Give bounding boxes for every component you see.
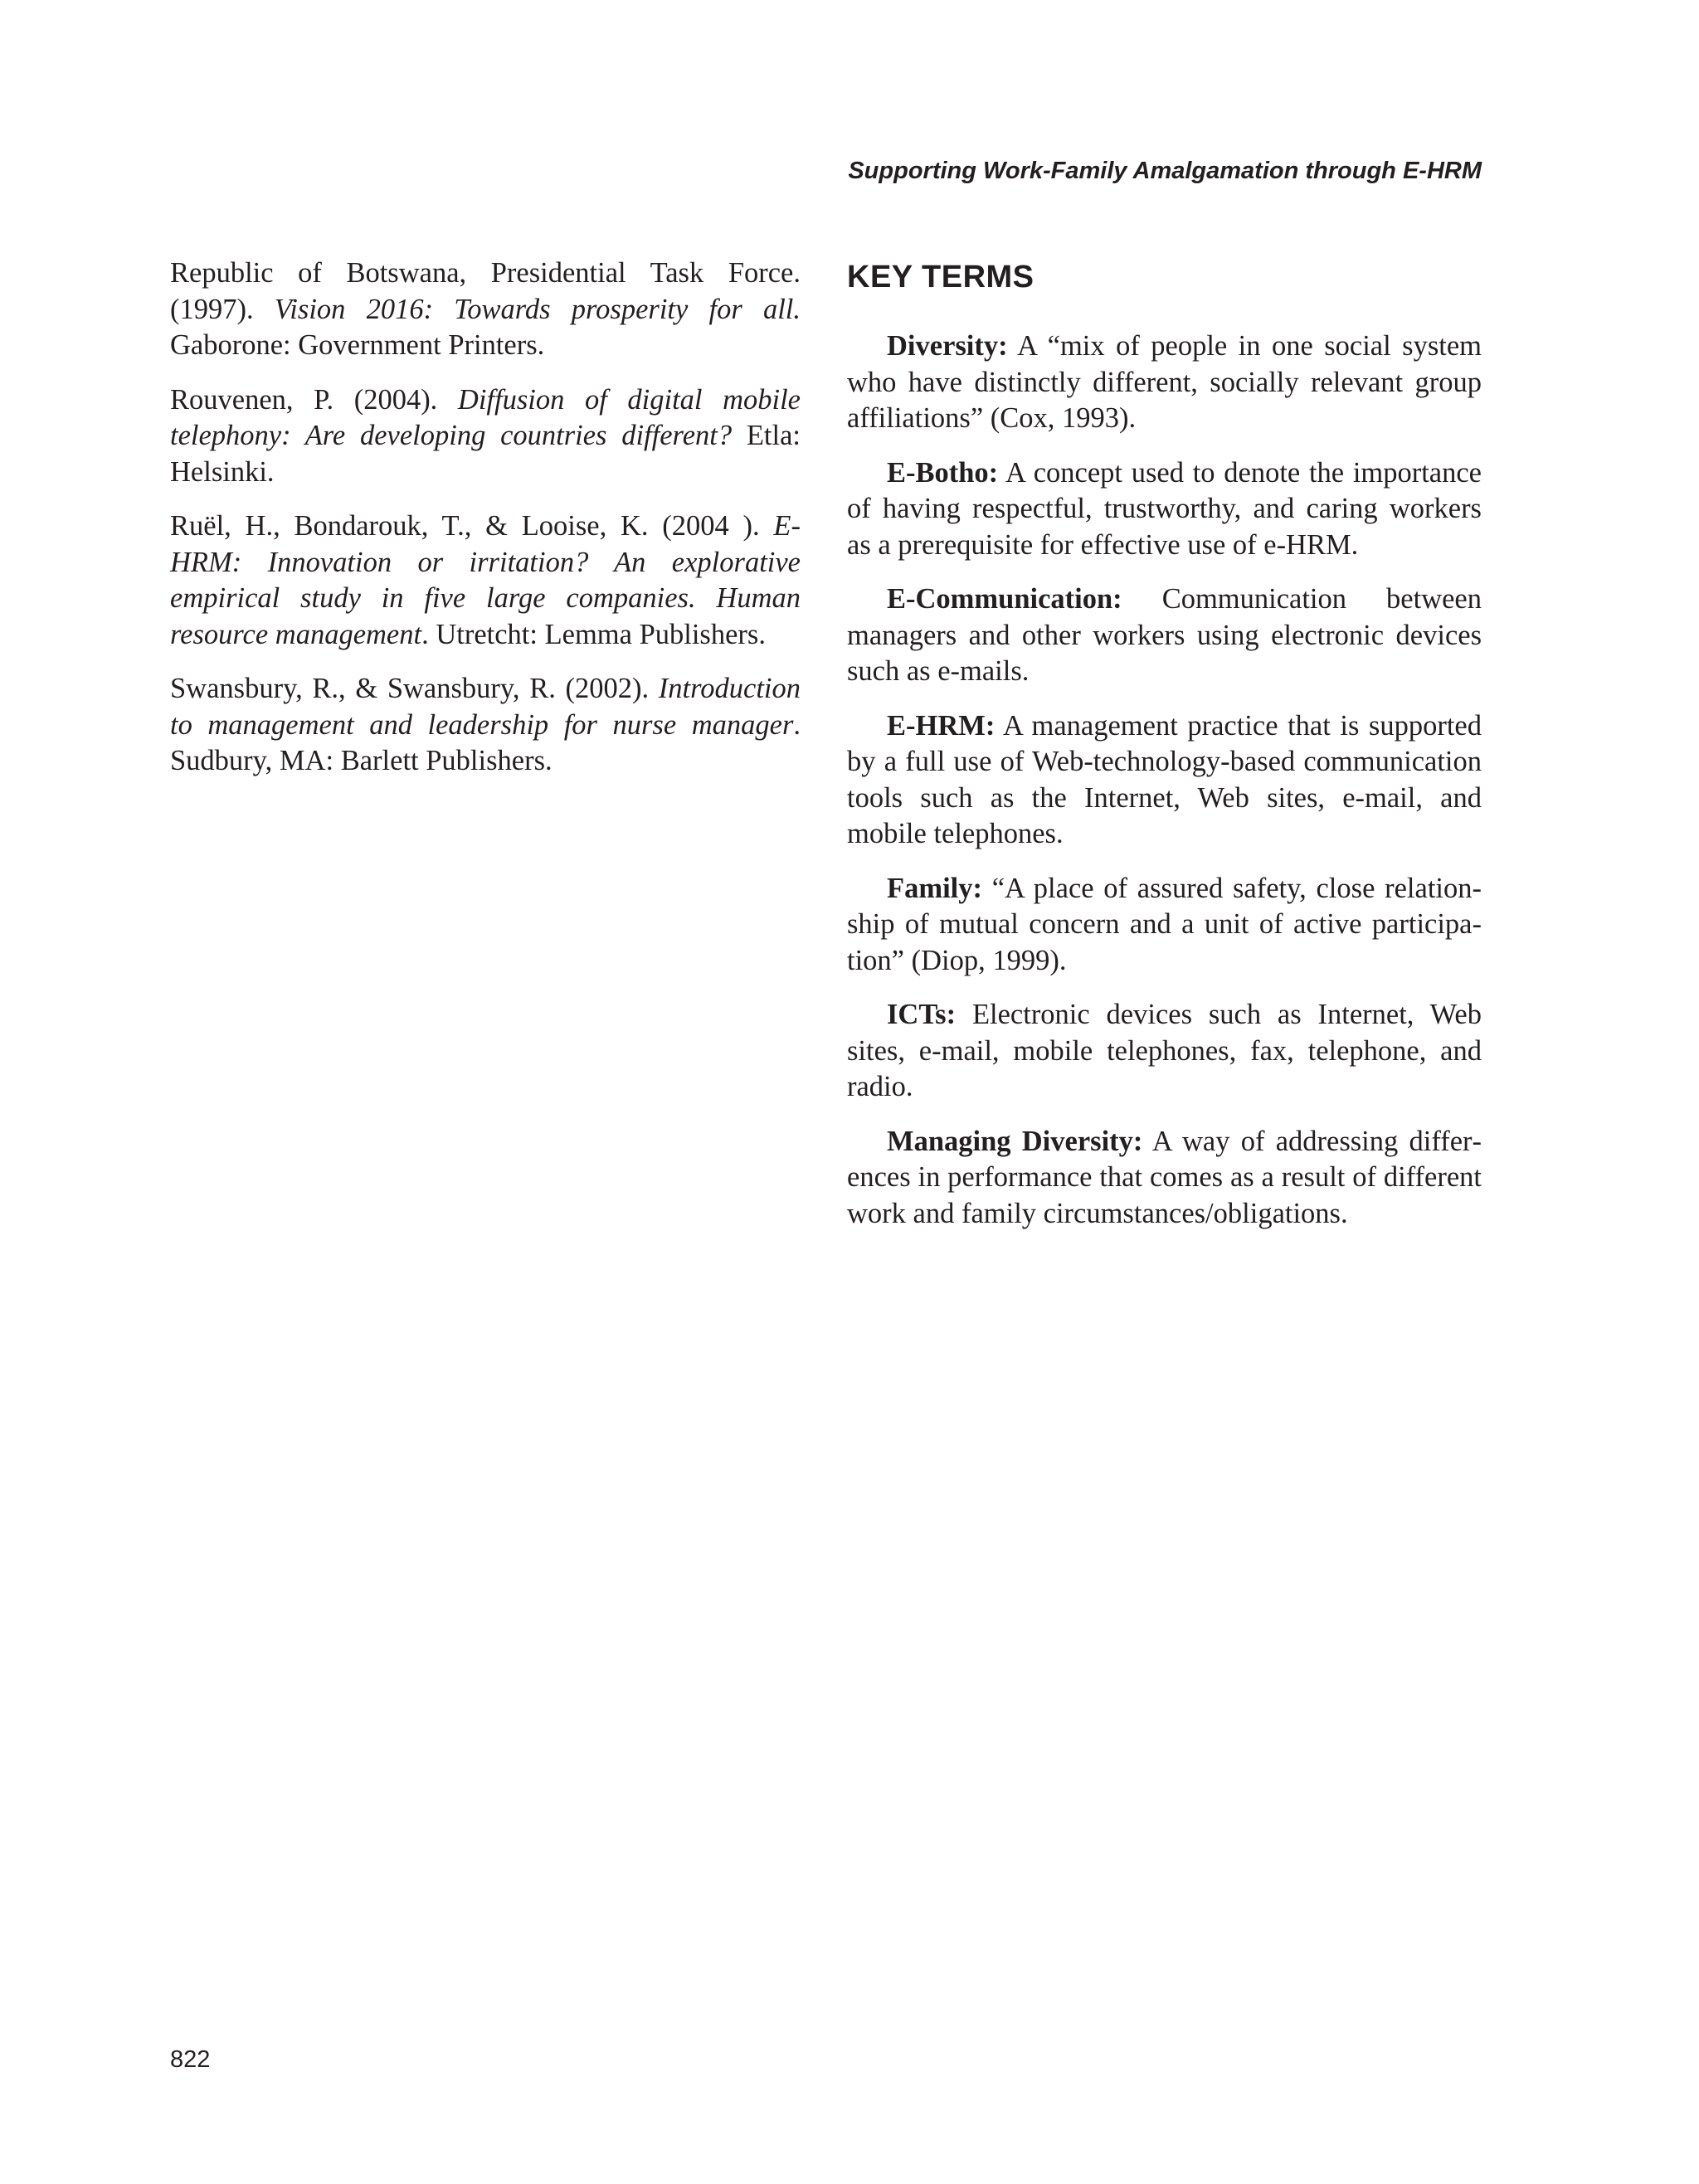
key-term-entry (847, 581, 1482, 690)
term-name: E-Communication: (887, 583, 1122, 615)
reference-publisher: . Sudbury, MA: Barlett Publishers. (170, 708, 801, 776)
references-column (170, 255, 801, 798)
key-term-entry (847, 997, 1482, 1106)
term-name: E-HRM: (887, 709, 996, 742)
reference-title: E-HRM: Innovation or irritation? An explorative empirical study in five large companies. Human resource management (170, 510, 801, 650)
reference-publisher: Etla: Helsinki. (170, 420, 801, 488)
reference-title: Introduction to management and leadership for nurse manager (170, 673, 801, 741)
reference-publisher: Gaborone: Government Printers. (170, 329, 545, 361)
key-term-entry (847, 328, 1482, 437)
running-header: Supporting Work-Family Amalgamation through E-HRM (848, 158, 1482, 184)
reference-entry (170, 671, 801, 780)
reference-entry (170, 508, 801, 653)
reference-entry (170, 382, 801, 491)
key-terms-heading: KEY TERMS (847, 260, 1034, 294)
reference-text: Republic of Botswana, Presidential Task Force. (1997). (170, 257, 801, 325)
key-term-entry (847, 871, 1482, 980)
term-definition: Communication between managers and other workers using electronic devices such as e-mails. (847, 583, 1482, 687)
key-terms-column (847, 255, 1482, 1250)
reference-text: Rouvenen, P. (2004). (170, 383, 458, 416)
term-name: Diversity: (887, 330, 1008, 362)
key-term-entry (847, 455, 1482, 564)
key-term-entry (847, 708, 1482, 853)
reference-title: Vision 2016: Towards prosperity for all. (274, 293, 801, 325)
reference-title: Diffusion of digital mobile telephony: Are developing countries different? (170, 383, 801, 451)
term-definition: A “mix of people in one social system who have distinctly different, socially relevant group affiliations” (Cox, 1993). (847, 330, 1482, 434)
term-name: Managing Diversity: (887, 1125, 1143, 1157)
key-term-entry (847, 1124, 1482, 1233)
reference-text: Swansbury, R., & Swansbury, R. (2002). (170, 673, 659, 704)
term-definition: A way of addressing differences in performance that comes as a result of different work and family circumstances/obligations. (847, 1125, 1482, 1229)
term-name: Family: (887, 872, 982, 904)
page-number: 822 (170, 2046, 211, 2073)
term-definition: A management practice that is supported by a full use of Web-technology-based communication tools such as the Internet, Web sites, e-mail, and mobile telephones. (847, 709, 1482, 849)
reference-text: Ruël, H., Bondarouk, T., & Looise, K. (2004 ). (170, 510, 774, 542)
reference-entry (170, 255, 801, 364)
term-name: E-Botho: (887, 456, 999, 489)
term-name: ICTs: (887, 999, 957, 1030)
reference-publisher: . Utretcht: Lemma Publishers. (421, 618, 766, 650)
term-definition: A concept used to denote the importance of having respectful, trustworthy, and caring workers as a prerequisite for effective use of e-HRM. (847, 456, 1482, 561)
term-definition: Electronic devices such as Internet, Web sites, e-mail, mobile telephones, fax, telephone, and radio. (847, 999, 1482, 1102)
term-definition: “A place of assured safety, close relationship of mutual concern and a unit of active participation” (Diop, 1999). (847, 872, 1482, 976)
